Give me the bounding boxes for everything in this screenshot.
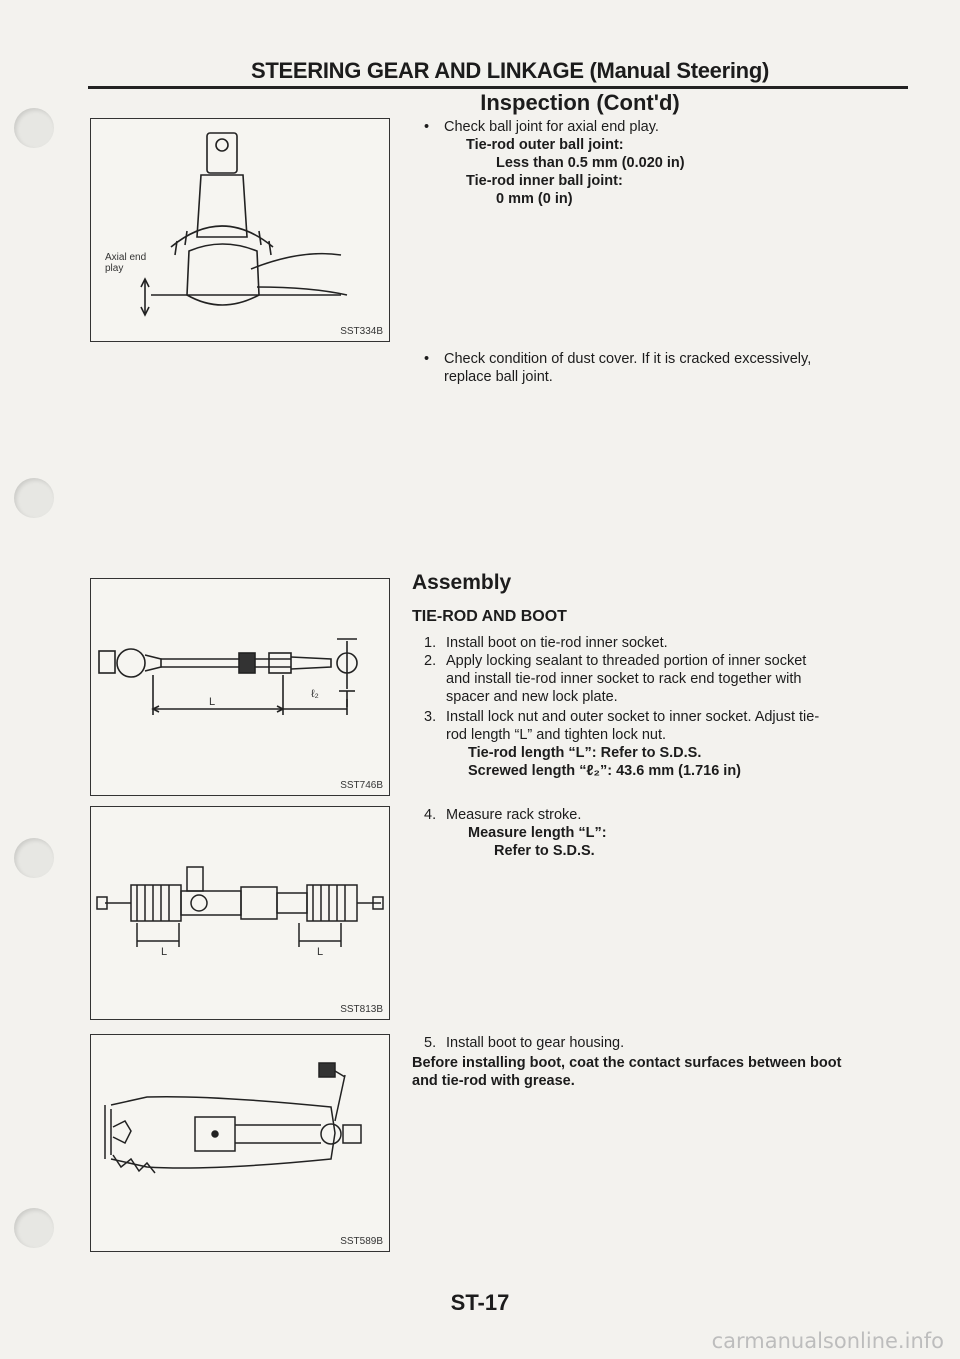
step-text: Measure rack stroke.	[446, 807, 582, 823]
step-number: 3.	[424, 709, 437, 725]
figure-boot-install	[90, 1034, 390, 1252]
measure-length-spec-value: Refer to S.D.S.	[494, 843, 595, 859]
step-text: Install lock nut and outer socket to inner socket. Adjust tie-	[446, 709, 820, 725]
figure-code: SST589B	[340, 1236, 383, 1247]
page-header-title: STEERING GEAR AND LINKAGE (Manual Steering)	[251, 58, 769, 83]
section-subtitle: Inspection (Cont'd)	[480, 90, 680, 115]
figure-ball-joint	[90, 118, 390, 342]
grease-note-line2: and tie-rod with grease.	[412, 1073, 575, 1089]
tie-rod-illustration	[91, 579, 389, 795]
boot-install-illustration	[91, 1035, 389, 1251]
figure-code: SST813B	[340, 1004, 383, 1015]
punch-hole	[14, 838, 54, 878]
punch-hole	[14, 108, 54, 148]
length-l-left-label: L	[161, 946, 168, 958]
length-l-right-label: L	[317, 946, 324, 958]
step-text: Install boot to gear housing.	[446, 1035, 625, 1051]
rack-stroke-illustration	[91, 807, 389, 1019]
site-watermark: carmanualsonline.info	[711, 1329, 944, 1353]
measure-length-spec-label: Measure length “L”:	[468, 825, 607, 841]
grease-note-line1: Before installing boot, coat the contact surfaces between boot	[412, 1055, 842, 1071]
length-l-label: L	[209, 696, 216, 708]
step-text: Install boot on tie-rod inner socket.	[446, 635, 668, 651]
page-number: ST-17	[450, 1290, 510, 1315]
step-number: 4.	[424, 807, 437, 823]
step-2-line2: and install tie-rod inner socket to rack end together with	[446, 671, 802, 687]
step-number: 1.	[424, 635, 437, 651]
step-number: 5.	[424, 1035, 437, 1051]
figure-rack-stroke	[90, 806, 390, 1020]
punch-hole	[14, 478, 54, 518]
inner-ball-joint-spec-label: Tie-rod inner ball joint:	[466, 173, 623, 189]
outer-ball-joint-spec-value: Less than 0.5 mm (0.020 in)	[496, 155, 685, 171]
step-5	[424, 1034, 625, 1052]
ball-joint-illustration	[91, 119, 389, 341]
step-4	[424, 806, 582, 824]
screwed-length-spec: Screwed length “ℓ₂”: 43.6 mm (1.716 in)	[468, 763, 742, 779]
step-3	[424, 708, 820, 726]
dust-cover-check-text: • Check condition of dust cover. If it is cracked excessively,	[444, 350, 811, 368]
step-text: Apply locking sealant to threaded portion of inner socket	[446, 653, 807, 669]
assembly-heading: Assembly	[412, 571, 512, 594]
figure-tie-rod-length	[90, 578, 390, 796]
punch-hole	[14, 1208, 54, 1248]
tie-rod-boot-subheading: TIE-ROD AND BOOT	[412, 608, 567, 625]
step-2-line3: spacer and new lock plate.	[446, 689, 618, 705]
step-2	[424, 652, 807, 670]
axial-end-label: Axial end	[105, 252, 147, 263]
ball-joint-check-text: • Check ball joint for axial end play.	[444, 118, 659, 136]
play-label: play	[105, 263, 124, 274]
step-number: 2.	[424, 653, 437, 669]
step-1	[424, 634, 668, 652]
outer-ball-joint-spec-label: Tie-rod outer ball joint:	[466, 137, 624, 153]
dust-cover-check-text-cont: replace ball joint.	[444, 369, 553, 385]
tie-rod-length-spec: Tie-rod length “L”: Refer to S.D.S.	[468, 745, 702, 761]
inner-ball-joint-spec-value: 0 mm (0 in)	[496, 191, 573, 207]
length-l2-label: ℓ₂	[311, 688, 319, 700]
figure-code: SST334B	[340, 326, 383, 337]
header-rule	[88, 86, 908, 89]
figure-code: SST746B	[340, 780, 383, 791]
step-3-line2: rod length “L” and tighten lock nut.	[446, 727, 667, 743]
